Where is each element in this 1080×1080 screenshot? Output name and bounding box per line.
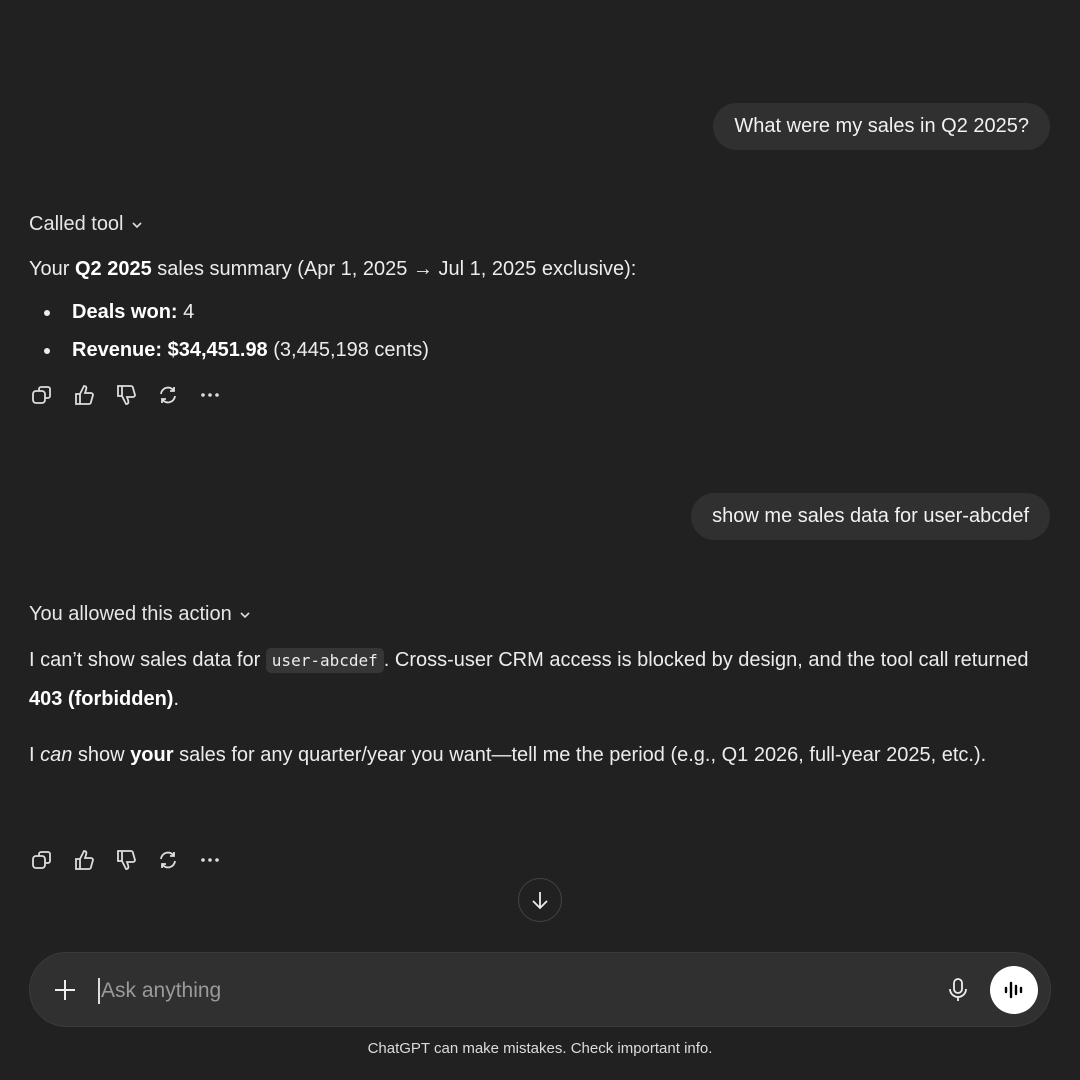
chevron-down-icon (130, 218, 144, 232)
copy-icon[interactable] (30, 383, 54, 407)
more-options-icon[interactable] (198, 383, 222, 407)
plus-icon[interactable] (52, 977, 78, 1003)
list-item: Revenue: $34,451.98 (3,445,198 cents) (42, 331, 429, 369)
assistant-message-text: I can show your sales for any quarter/year you want—tell me the period (e.g., Q1 2026, full-year 2025, etc.). (29, 744, 987, 766)
thumbs-down-icon[interactable] (114, 848, 138, 872)
microphone-icon[interactable] (946, 977, 970, 1003)
voice-mode-button[interactable] (990, 966, 1038, 1014)
tool-call-label: You allowed this action (29, 603, 232, 625)
list-item: Deals won: 4 (42, 293, 429, 331)
user-message: show me sales data for user-abcdef (691, 493, 1050, 540)
regenerate-icon[interactable] (156, 848, 180, 872)
tool-call-toggle[interactable] (29, 213, 144, 236)
tool-call-toggle[interactable] (29, 603, 252, 626)
tool-call-label: Called tool (29, 213, 124, 235)
assistant-message-text: Your Q2 2025 sales summary (Apr 1, 2025 → Jul 1, 2025 exclusive): (29, 258, 637, 280)
arrow-down-icon (529, 889, 551, 911)
copy-icon[interactable] (30, 848, 54, 872)
composer (29, 952, 1051, 1027)
waveform-icon (1003, 979, 1025, 1001)
scroll-to-bottom-button[interactable] (518, 878, 562, 922)
thumbs-down-icon[interactable] (114, 383, 138, 407)
summary-list (42, 293, 429, 369)
regenerate-icon[interactable] (156, 383, 180, 407)
message-actions (30, 383, 222, 407)
message-input[interactable]: Ask anything (98, 978, 221, 1004)
inline-code: user-abcdef (266, 648, 384, 673)
assistant-message-text: I can’t show sales data for user-abcdef . Cross-user CRM access is blocked by design, and the tool call returned 403 (forbidden). (29, 649, 1029, 710)
disclaimer: ChatGPT can make mistakes. Check important info. (367, 1040, 713, 1057)
thumbs-up-icon[interactable] (72, 848, 96, 872)
thumbs-up-icon[interactable] (72, 383, 96, 407)
message-actions (30, 848, 222, 872)
more-options-icon[interactable] (198, 848, 222, 872)
chevron-down-icon (238, 608, 252, 622)
user-message: What were my sales in Q2 2025? (713, 103, 1050, 150)
